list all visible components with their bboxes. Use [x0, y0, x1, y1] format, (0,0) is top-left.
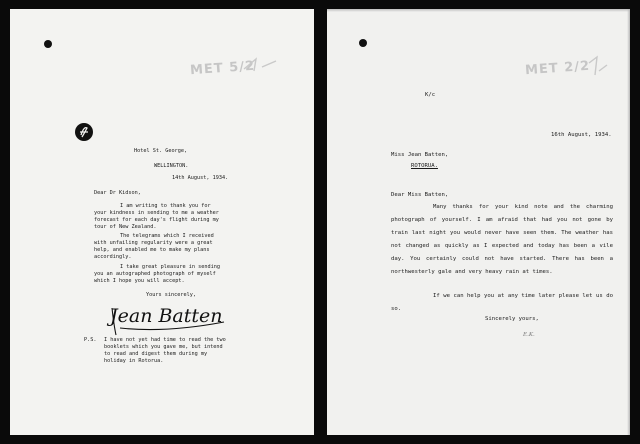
ps-label: P.S.: [84, 337, 97, 343]
recipient-name: Miss Jean Batten,: [391, 152, 449, 158]
closing: Yours sincerely,: [146, 292, 196, 298]
recipient-place: ROTORUA.: [411, 163, 438, 169]
paragraph-2: The telegrams which I received with unfailing regularity were a great help, and enabled me to make my plans accordingly.: [94, 233, 214, 261]
postscript-text: I have not yet had time to read the two booklets which you gave me, but intend to read and digest them during my holiday in Rotorua.: [104, 337, 226, 365]
paragraph-1: Many thanks for your kind note and the charming photograph of yourself. I am afraid that had you not gone by train last night you would never have seen them. The weather has not changed as quickly as I expected and today has been a vile day. You certainly could not have started. There has been a northwesterly gale and very heavy rain at times.: [391, 204, 613, 275]
punch-hole: [359, 39, 367, 47]
salutation: Dear Miss Batten,: [391, 192, 449, 198]
archive-stamp: MET 2/2: [524, 58, 591, 79]
salutation: Dear Dr Kidson,: [94, 190, 141, 196]
punch-hole: [44, 40, 52, 48]
stamp-scribble-mark: [583, 53, 611, 81]
initials: E.K.: [523, 332, 535, 338]
letter-date: 16th August, 1934.: [551, 132, 612, 138]
stamp-scribble-mark: [240, 53, 280, 75]
page-fold-shadow: [327, 9, 630, 12]
right-letter-page: [327, 9, 630, 435]
paragraph-3: I take great pleasure in sending you an autographed photograph of myself which I hope you will accept.: [94, 264, 220, 285]
letter-date: 14th August, 1934.: [172, 175, 229, 181]
page-edge-shadow: [627, 9, 630, 435]
sender-address-line1: Hotel St. George,: [134, 148, 188, 154]
archive-stamp: MET 5/2: [189, 58, 256, 79]
letterhead-logo-icon: [75, 123, 93, 141]
paragraph-2: If we can help you at any time later please let us do so.: [391, 293, 613, 312]
svg-text:Jean Batten: Jean Batten: [110, 305, 223, 327]
left-letter-page: [10, 9, 314, 435]
reference-code: K/c: [425, 92, 436, 98]
sender-address-line2: WELLINGTON.: [154, 163, 189, 169]
closing: Sincerely yours,: [485, 316, 539, 322]
handwritten-signature: [106, 298, 242, 338]
paragraph-1: I am writing to thank you for your kindness in sending to me a weather forecast for each day's flight during my tour of New Zealand.: [94, 203, 219, 231]
